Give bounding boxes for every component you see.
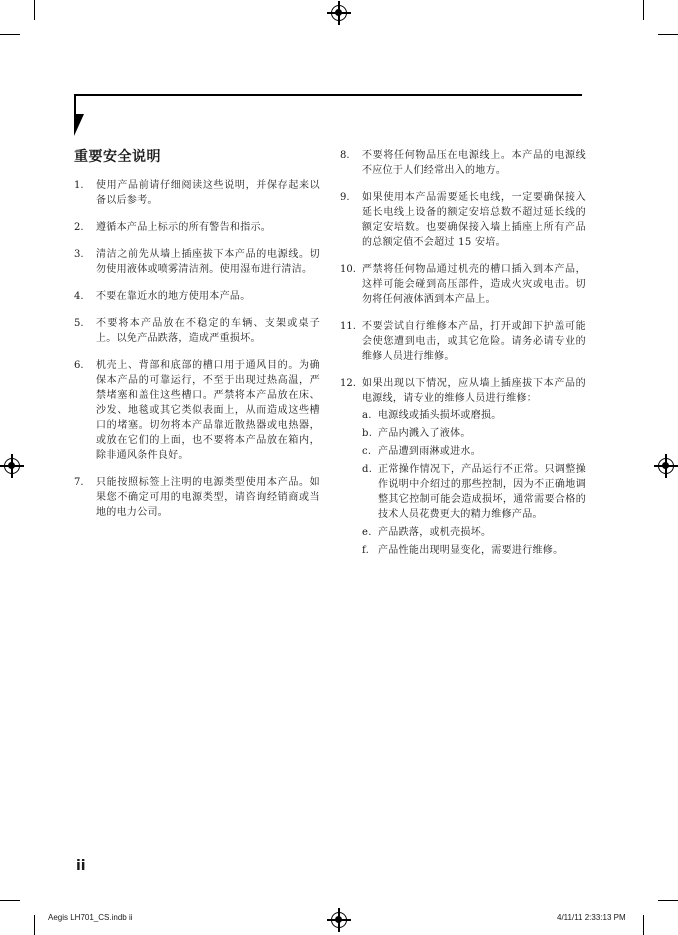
item-body [362,190,586,250]
list-item [74,316,320,346]
registration-mark-bottom [331,912,347,928]
header-rule [74,94,582,96]
crop-mark-top-left-v [34,0,35,20]
list-item [74,358,320,463]
item-text: 使用产品前请仔细阅读这些说明，并保存起来以备以后参考。 [96,180,320,206]
sub-list-item [362,525,586,540]
sub-item-text: 产品性能出现明显变化，需要进行维修。 [378,545,564,556]
crop-mark-top-left-h [0,34,20,35]
list-item [74,289,320,304]
item-text: 清洁之前先从墙上插座拔下本产品的电源线。切勿使用液体或喷雾清洁剂。使用湿布进行清洁。 [96,249,320,275]
sub-list-item [362,408,586,423]
crop-mark-bottom-right-v [643,915,644,935]
registration-mark-left [4,458,20,474]
item-number: 5. [74,318,84,329]
footer-file-label: Aegis LH701_CS.indb ii [48,913,133,922]
item-number: 8. [340,150,350,161]
sub-list-item [362,462,586,522]
sub-item-text: 产品内溅入了液体。 [378,428,471,439]
sub-item-text: 正常操作情况下，产品运行不正常。只调整操作说明中介绍过的那些控制，因为不正确地调整其它控制可能会造成损坏，通常需要合格的技术人员花费更大的精力维修产品。 [378,464,586,520]
crop-mark-bottom-left-h [0,900,20,901]
list-item [74,220,320,235]
sub-list-item [362,426,586,441]
list-item [340,190,586,250]
item-number: 7. [74,477,84,488]
right-column [340,148,586,573]
item-body [96,289,320,304]
item-body [96,247,320,277]
list-item [74,178,320,208]
item-number: 6. [74,360,84,371]
crop-mark-top-right-v [643,0,644,20]
item-number: 3. [74,249,84,260]
sub-item-letter: e. [362,527,372,538]
item-body [96,316,320,346]
item-number: 9. [340,192,350,203]
item-text: 只能按照标签上注明的电源类型使用本产品。如果您不确定可用的电源类型，请咨询经销商或当地的电力公司。 [96,477,320,518]
item-body [362,376,586,561]
item-text: 如果使用本产品需要延长电线，一定要确保接入延长电线上设备的额定安培总数不超过延长线的额定安培数。也要确保接入墙上插座上所有产品的总额定值不会超过 15 安培。 [362,192,586,248]
item-number: 11. [340,321,356,332]
item-body [96,358,320,463]
list-item [340,319,586,364]
item-number: 1. [74,180,84,191]
item-number: 2. [74,222,84,233]
page-number: ii [76,858,86,874]
left-column [74,178,320,532]
item-text: 不要尝试自行维修本产品，打开或卸下护盖可能会使您遭到电击，或其它危险。请务必请专业的维修人员进行维修。 [362,321,586,362]
item-text: 如果出现以下情况，应从墙上插座拔下本产品的电源线，请专业的维修人员进行维修： [362,378,586,404]
item-body [96,475,320,520]
item-number: 4. [74,291,84,302]
sub-item-letter: a. [362,410,372,421]
sub-item-letter: d. [362,464,373,475]
sub-item-letter: b. [362,428,373,439]
sub-list-item [362,444,586,459]
sub-item-text: 电源线或插头损坏或磨损。 [378,410,502,421]
item-body [362,148,586,178]
registration-mark-top [331,5,347,21]
item-body [96,178,320,208]
item-text: 机壳上、背部和底部的槽口用于通风目的。为确保本产品的可靠运行，不至于出现过热高温，严禁堵塞和盖住这些槽口。严禁将本产品放在床、沙发、地毯或其它类似表面上，从而造成这些槽口的堵塞。切勿将本产品靠近散热器或电热器，或放在它们的上面，也不要将本产品放在箱内，除非通风条件良好。 [96,360,320,461]
item-text: 严禁将任何物品通过机壳的槽口插入到本产品，这样可能会碰到高压部件，造成火灾或电击。切勿将任何液体洒到本产品上。 [362,264,586,305]
crop-mark-bottom-right-h [658,900,678,901]
item-text: 不要在靠近水的地方使用本产品。 [96,291,251,302]
sub-item-letter: f. [362,545,370,556]
sub-item-letter: c. [362,446,372,457]
sub-item-text: 产品跌落，或机壳损坏。 [378,527,492,538]
crop-mark-top-right-h [658,34,678,35]
sub-item-text: 产品遭到雨淋或进水。 [378,446,481,457]
registration-mark-right [658,458,674,474]
section-title: 重要安全说明 [74,149,161,165]
crop-mark-bottom-left-v [34,915,35,935]
item-body [96,220,320,235]
list-item [340,262,586,307]
item-number: 12. [340,378,356,389]
list-item [74,247,320,277]
header-left-rule [74,94,76,114]
item-number: 10. [340,264,356,275]
sub-list-item [362,543,586,558]
sub-list [362,408,586,558]
list-item [340,148,586,178]
item-text: 遵循本产品上标示的所有警告和指示。 [96,222,272,233]
footer-date-label: 4/11/11 2:33:13 PM [557,913,626,922]
list-item [340,376,586,561]
list-item [74,475,320,520]
header-tab-marker [74,114,84,136]
item-body [362,262,586,307]
item-body [362,319,586,364]
item-text: 不要将任何物品压在电源线上。本产品的电源线不应位于人们经常出入的地方。 [362,150,586,176]
item-text: 不要将本产品放在不稳定的车辆、支架或桌子上。以免产品跌落，造成严重损坏。 [96,318,320,344]
